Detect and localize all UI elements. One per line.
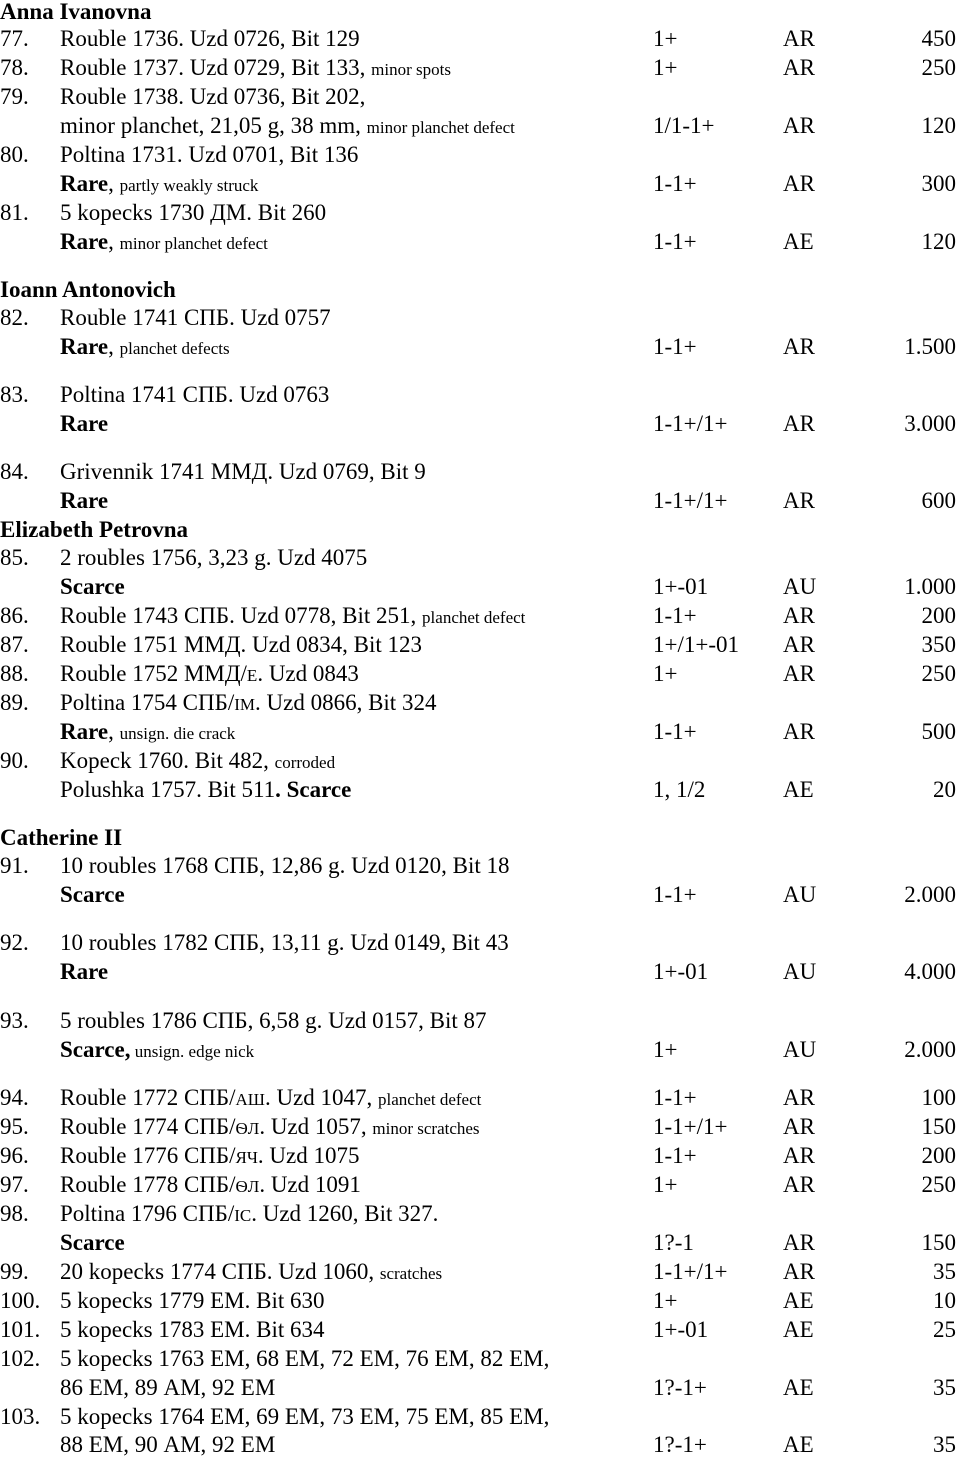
section-title: Ioann Antonovich [0,277,176,302]
catalog-line [0,1037,960,1063]
description-segment: Rouble 1778 СПБ/ [60,1172,236,1197]
catalog-line [0,603,960,629]
catalog-line [0,1346,960,1372]
catalog-line [0,1317,960,1343]
lot-metal: AR [783,661,815,686]
lot-number: 88. [0,661,29,686]
description-segment: , [108,229,120,254]
lot-description [60,171,258,199]
lot-description [60,574,125,600]
lot-description [60,882,125,908]
lot-metal: AR [783,488,815,513]
description-segment: ЯЧ [235,1148,258,1167]
description-segment: partly weakly struck [119,176,259,195]
catalog-line [0,1008,960,1034]
lot-price: 200 [921,603,956,628]
description-segment: . Scarce [275,777,352,802]
description-segment: Rouble 1751 ММД. Uzd 0834, Bit 123 [60,632,422,657]
catalog-line [0,545,960,571]
lot-description [60,113,515,141]
catalog-line [0,411,960,437]
lot-metal: AR [783,1230,815,1255]
lot-number: 101. [0,1317,41,1342]
lot-price: 350 [921,632,956,657]
lot-metal: AU [783,574,817,599]
lot-grade: 1+ [653,1288,678,1313]
lot-metal: AR [783,632,815,657]
lot-grade: 1?-1+ [653,1375,707,1400]
catalog-line [0,84,960,110]
catalog-line [0,853,960,879]
lot-description [60,1172,361,1200]
lot-description [60,1008,487,1034]
description-segment: ѲЛ [235,1119,260,1138]
description-segment: minor planchet defect [366,118,515,137]
lot-price: 450 [921,26,956,51]
catalog-line [0,719,960,745]
description-segment: . Uzd 1047, [264,1085,379,1110]
lot-description [60,1375,275,1401]
lot-grade: 1+-01 [653,1317,709,1342]
lot-description [60,334,230,362]
lot-grade: 1-1+/1+ [653,411,728,436]
description-segment: 5 kopecks 1764 ЕМ, 69 ЕМ, 73 ЕМ, 75 ЕМ, 85 ЕМ, [60,1404,550,1429]
catalog-line [0,777,960,803]
lot-grade: 1-1+/1+ [653,1114,728,1139]
description-segment: Rare [60,959,109,984]
lot-grade: 1?-1+ [653,1432,707,1457]
catalog-line [0,1172,960,1198]
description-segment: Rouble 1774 СПБ/ [60,1114,236,1139]
catalog-line [0,930,960,956]
description-segment: . Uzd 1057, [259,1114,373,1139]
catalog-line [0,661,960,687]
description-segment: 10 roubles 1782 СПБ, 13,11 g. Uzd 0149, Bit 43 [60,930,509,955]
description-segment: Rouble 1736. Uzd 0726, Bit 129 [60,26,360,51]
section-title: Catherine II [0,825,123,850]
lot-price: 120 [921,113,956,138]
lot-grade: 1+/1+-01 [653,632,739,657]
lot-price: 4.000 [904,959,956,984]
catalog-line [0,26,960,52]
description-segment: 10 roubles 1768 СПБ, 12,86 g. Uzd 0120, Bit 18 [60,853,510,878]
lot-description [60,1288,325,1314]
catalog-line [0,882,960,908]
lot-grade: 1+-01 [653,574,709,599]
catalog-line [0,1085,960,1111]
lot-description [60,719,235,747]
description-segment: unsign. edge nick [130,1042,255,1061]
lot-number: 81. [0,200,29,225]
lot-description [60,1404,549,1430]
lot-price: 2.000 [904,882,956,907]
catalog-line [0,171,960,197]
lot-metal: AE [783,229,814,254]
catalog-line [0,382,960,408]
section-title: Elizabeth Petrovna [0,517,189,542]
catalog-line [0,1143,960,1169]
lot-metal: AE [783,1288,814,1313]
description-segment: minor scratches [372,1119,480,1138]
lot-price: 250 [921,661,956,686]
description-segment: . Uzd 0843 [257,661,359,686]
catalog-line [0,632,960,658]
lot-number: 92. [0,930,29,955]
lot-price: 120 [921,229,956,254]
description-segment: corroded [274,753,336,772]
description-segment: ѲЛ [235,1177,260,1196]
description-segment: Rouble 1743 СПБ. Uzd 0778, Bit 251, [60,603,423,628]
lot-description [60,690,436,718]
lot-grade: 1-1+ [653,603,697,628]
lot-grade: 1-1+/1+ [653,1259,728,1284]
lot-metal: AE [783,777,814,802]
lot-description [60,748,335,776]
lot-number: 97. [0,1172,29,1197]
description-segment: planchet defect [378,1090,482,1109]
lot-description [60,1143,359,1171]
lot-metal: AR [783,1172,815,1197]
lot-description [60,229,268,257]
description-segment: 88 ЕМ, 90 АМ, 92 ЕМ [60,1432,276,1457]
lot-metal: AE [783,1432,814,1457]
description-segment: 5 kopecks 1763 ЕМ, 68 ЕМ, 72 ЕМ, 76 ЕМ, 82 ЕМ, [60,1346,550,1371]
description-segment: . Uzd 0866, Bit 324 [255,690,437,715]
description-segment: IМ [234,695,255,714]
lot-grade: 1-1+ [653,1085,697,1110]
catalog-line [0,690,960,716]
lot-description [60,777,351,803]
lot-description [60,603,525,631]
description-segment: Rouble 1776 СПБ/ [60,1143,236,1168]
description-segment: АШ [235,1090,265,1109]
section-title: Anna Ivanovna [0,0,152,24]
description-segment: 2 roubles 1756, 3,23 g. Uzd 4075 [60,545,368,570]
lot-grade: 1+ [653,1172,678,1197]
lot-number: 102. [0,1346,41,1371]
lot-description [60,459,426,485]
lot-description [60,1317,325,1343]
catalog-line [0,55,960,81]
lot-number: 94. [0,1085,29,1110]
lot-price: 150 [921,1114,956,1139]
description-segment: planchet defect [422,608,526,627]
lot-number: 87. [0,632,29,657]
lot-metal: AR [783,55,815,80]
description-segment: Scarce [60,574,125,599]
lot-metal: AE [783,1375,814,1400]
description-segment: , [108,719,120,744]
lot-description [60,1230,125,1256]
lot-number: 90. [0,748,29,773]
lot-metal: AE [783,1317,814,1342]
description-segment: . Uzd 1091 [259,1172,361,1197]
description-segment: 5 kopecks 1783 ЕМ. Bit 634 [60,1317,325,1342]
description-segment: Rouble 1738. Uzd 0736, Bit 202, [60,84,366,109]
lot-metal: AR [783,411,815,436]
lot-price: 100 [921,1085,956,1110]
lot-metal: AR [783,334,815,359]
catalog-line [0,1375,960,1401]
description-segment: minor planchet defect [119,234,268,253]
lot-grade: 1/1-1+ [653,113,715,138]
description-segment: , [108,171,120,196]
description-segment: Grivennik 1741 ММД. Uzd 0769, Bit 9 [60,459,426,484]
lot-price: 10 [933,1288,956,1313]
lot-number: 99. [0,1259,29,1284]
catalog-line [0,334,960,360]
lot-number: 85. [0,545,29,570]
lot-price: 250 [921,1172,956,1197]
description-segment: 20 kopecks 1774 СПБ. Uzd 1060, [60,1259,380,1284]
lot-metal: AU [783,882,817,907]
lot-grade: 1, 1/2 [653,777,706,802]
description-segment: Rare [60,334,109,359]
description-segment: Scarce [60,1230,125,1255]
lot-description [60,200,326,226]
lot-description [60,1085,481,1113]
lot-metal: AR [783,719,815,744]
lot-number: 80. [0,142,29,167]
lot-grade: 1-1+ [653,334,697,359]
lot-description [60,1114,480,1142]
lot-description [60,84,365,110]
description-segment: Rare [60,171,109,196]
lot-price: 250 [921,55,956,80]
description-segment: Rare [60,411,109,436]
lot-grade: 1-1+/1+ [653,488,728,513]
lot-metal: AR [783,1114,815,1139]
lot-description [60,1201,438,1229]
description-segment: Е [246,666,258,685]
description-segment: Rouble 1737. Uzd 0729, Bit 133, [60,55,372,80]
description-segment: Rare [60,719,109,744]
lot-number: 82. [0,305,29,330]
lot-metal: AU [783,959,817,984]
lot-description [60,1037,254,1065]
lot-number: 77. [0,26,29,51]
catalog-line [0,959,960,985]
lot-number: 96. [0,1143,29,1168]
catalog-line [0,459,960,485]
catalog-line [0,1432,960,1458]
description-segment: Poltina 1796 СПБ/ [60,1201,235,1226]
lot-metal: AR [783,1143,815,1168]
lot-grade: 1+ [653,1037,678,1062]
lot-number: 84. [0,459,29,484]
catalog-line [0,488,960,514]
lot-grade: 1-1+ [653,719,697,744]
lot-number: 83. [0,382,29,407]
lot-price: 1.500 [904,334,956,359]
catalog-line [0,1288,960,1314]
lot-grade: 1+ [653,26,678,51]
catalog-line [0,1404,960,1430]
description-segment: minor spots [371,60,451,79]
description-segment: Rouble 1752 ММД/ [60,661,247,686]
lot-description [60,959,108,985]
lot-price: 500 [921,719,956,744]
lot-description [60,1432,275,1458]
description-segment: 5 kopecks 1779 ЕМ. Bit 630 [60,1288,325,1313]
description-segment: 5 roubles 1786 СПБ, 6,58 g. Uzd 0157, Bit 87 [60,1008,487,1033]
lot-grade: 1+-01 [653,959,709,984]
lot-price: 150 [921,1230,956,1255]
description-segment: scratches [379,1264,443,1283]
lot-number: 86. [0,603,29,628]
lot-grade: 1-1+ [653,229,697,254]
lot-number: 98. [0,1201,29,1226]
lot-price: 600 [921,488,956,513]
lot-metal: AR [783,113,815,138]
description-segment: Poltina 1741 СПБ. Uzd 0763 [60,382,330,407]
lot-description [60,26,360,52]
catalog-line [0,1201,960,1227]
catalog-line [0,229,960,255]
description-segment: Kopeck 1760. Bit 482, [60,748,275,773]
lot-price: 35 [933,1432,956,1457]
lot-description [60,142,358,168]
lot-price: 200 [921,1143,956,1168]
catalog-line [0,142,960,168]
lot-price: 35 [933,1375,956,1400]
lot-number: 79. [0,84,29,109]
description-segment: Rare [60,488,109,513]
description-segment: Polushka 1757. Bit 511 [60,777,276,802]
lot-description [60,632,422,658]
lot-grade: 1?-1 [653,1230,694,1255]
lot-description [60,411,108,437]
lot-metal: AR [783,603,815,628]
lot-grade: 1+ [653,55,678,80]
lot-number: 93. [0,1008,29,1033]
description-segment: Poltina 1731. Uzd 0701, Bit 136 [60,142,359,167]
lot-grade: 1-1+ [653,1143,697,1168]
description-segment: unsign. die crack [119,724,236,743]
lot-description [60,930,509,956]
description-segment: IС [234,1206,252,1225]
lot-grade: 1+ [653,661,678,686]
lot-number: 78. [0,55,29,80]
catalog-line [0,113,960,139]
catalog-line [0,1114,960,1140]
description-segment: 86 ЕМ, 89 АМ, 92 ЕМ [60,1375,276,1400]
catalog-line [0,574,960,600]
description-segment: Poltina 1754 СПБ/ [60,690,235,715]
catalog-line [0,200,960,226]
description-segment: , [108,334,120,359]
lot-description [60,661,359,689]
lot-number: 91. [0,853,29,878]
lot-number: 103. [0,1404,41,1429]
description-segment: Scarce, [60,1037,131,1062]
description-segment: 5 kopecks 1730 ДМ. Bit 260 [60,200,327,225]
catalog-line [0,748,960,774]
catalog-line [0,1230,960,1256]
lot-grade: 1-1+ [653,171,697,196]
lot-description [60,545,367,571]
lot-price: 35 [933,1259,956,1284]
description-segment: . Uzd 1075 [257,1143,360,1168]
description-segment: . Uzd 1260, Bit 327. [251,1201,439,1226]
lot-description [60,1346,549,1372]
lot-price: 20 [933,777,956,802]
lot-description [60,382,329,408]
lot-metal: AR [783,26,815,51]
lot-metal: AR [783,1085,815,1110]
lot-description [60,305,331,331]
lot-price: 3.000 [904,411,956,436]
description-segment: Rouble 1772 СПБ/ [60,1085,236,1110]
catalog-line [0,1259,960,1285]
lot-price: 2.000 [904,1037,956,1062]
lot-price: 300 [921,171,956,196]
lot-metal: AU [783,1037,817,1062]
lot-number: 95. [0,1114,29,1139]
description-segment: planchet defects [119,339,230,358]
lot-number: 89. [0,690,29,715]
lot-description [60,1259,442,1287]
description-segment: Rare [60,229,109,254]
lot-price: 1.000 [904,574,956,599]
lot-number: 100. [0,1288,41,1313]
description-segment: Rouble 1741 СПБ. Uzd 0757 [60,305,331,330]
lot-price: 25 [933,1317,956,1342]
lot-description [60,488,108,514]
lot-metal: AR [783,171,815,196]
lot-description [60,55,451,83]
catalog-line [0,305,960,331]
lot-description [60,853,510,879]
lot-grade: 1-1+ [653,882,697,907]
description-segment: Scarce [60,882,125,907]
description-segment: minor planchet, 21,05 g, 38 mm, [60,113,367,138]
lot-metal: AR [783,1259,815,1284]
